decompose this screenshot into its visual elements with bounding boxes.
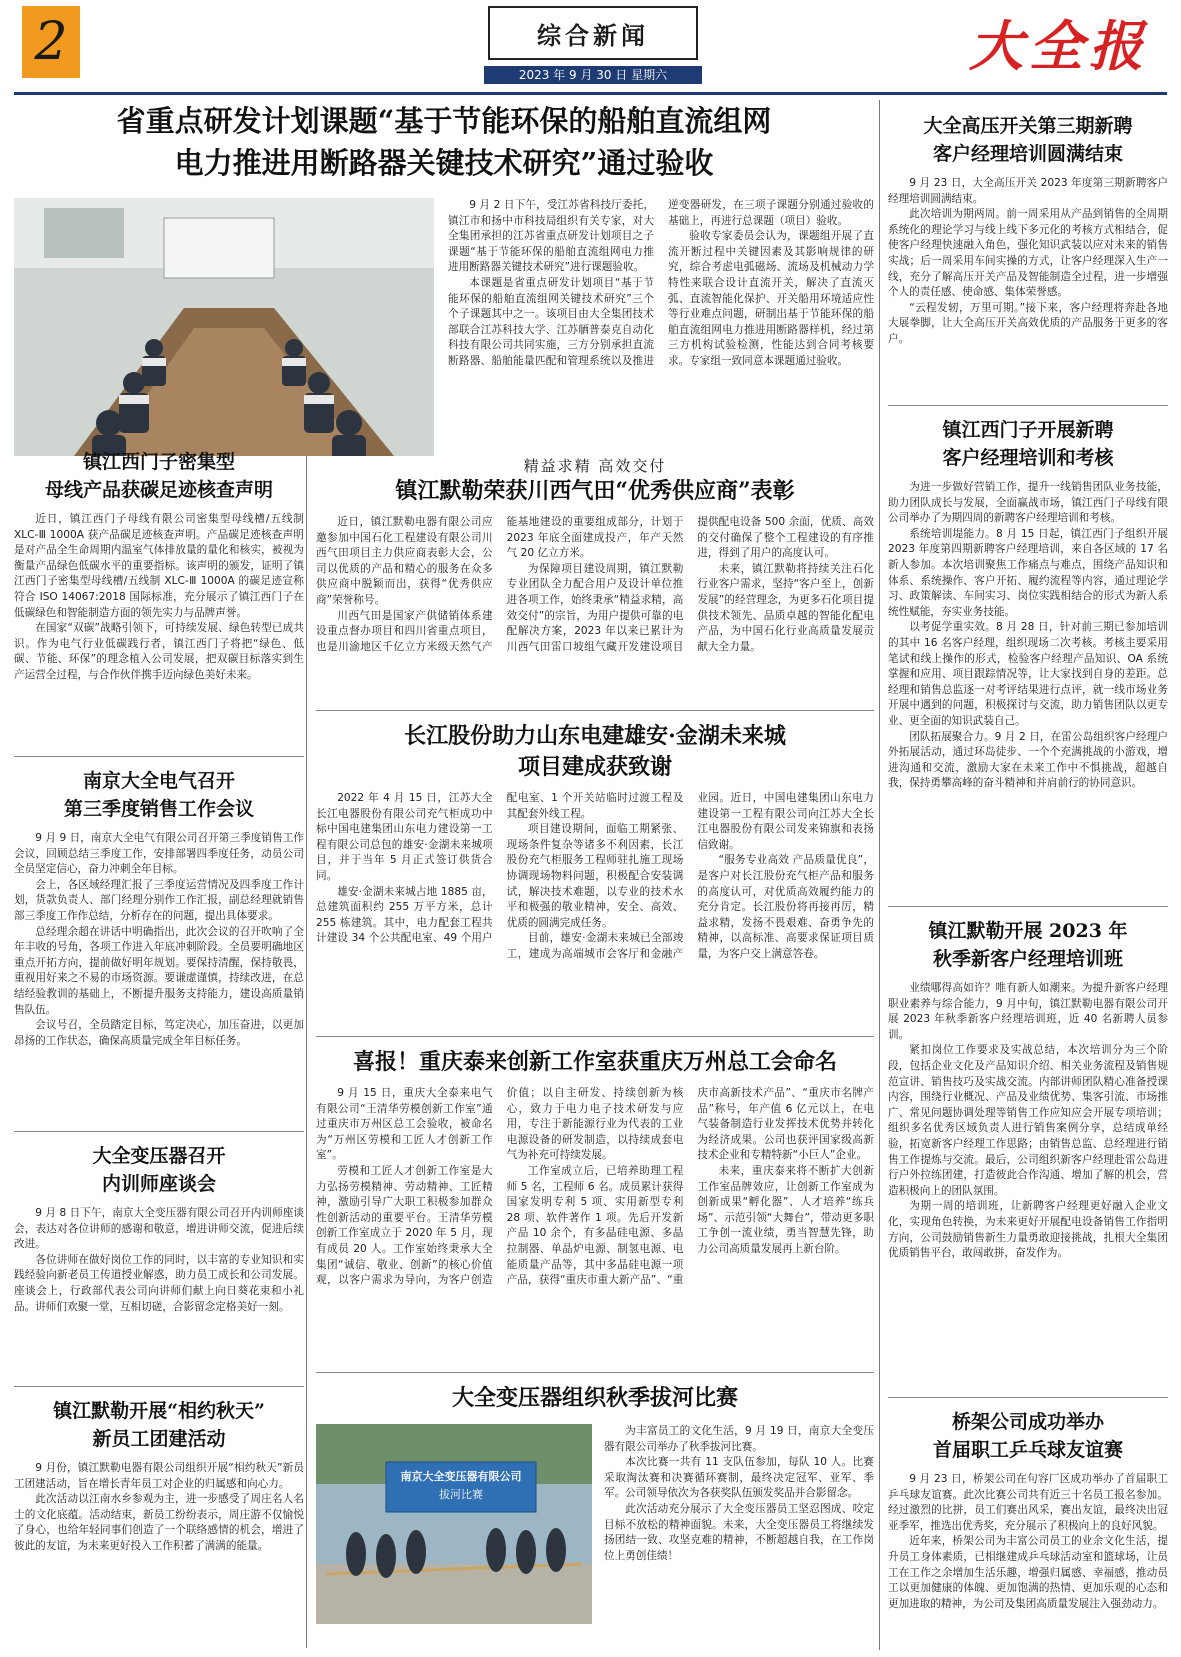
paragraph: 工作室成立后，已培养助理工程师 5 名，工程师 6 名。成员累计获得国家发明专利 5 项、实用新型专利 28 项、软件著作 1 项。先后开发新产品 10 余个，有多晶硅电源、多晶拉制器、单晶炉电源、制氢电源、电能质量产品等，其中多晶硅电源一项产品，获得“重庆市重大新产品”、“重庆市高新技术产品”、“重庆市名牌产品”称号，年产值 6 亿元以上，在电气装备制造行业发挥技术优势并转化为经济成果。公司也获评国家级高新技术企业和专精特新“小巨人”企业。 — [506, 1087, 874, 1287]
meeting-room-illustration — [14, 198, 434, 456]
article-kicker: 精益求精 高效交付 — [523, 457, 667, 475]
banner-subtext: 拔河比赛 — [439, 1488, 483, 1501]
article-title: 南京大全电气召开 — [82, 770, 235, 792]
paragraph: 雄安·金湖未来城占地 1885 亩，总建筑面积约 255 万平方米，总计 255 栋建筑。其中，电力配套工程共计建设 34 个公共配电室、49 个用户配电室、1 个开关站临时过渡工程及其配套外线工程。 — [316, 792, 684, 945]
paragraph: 为期一周的培训班，让新聘客户经理更好融入企业文化，实现角色转换，为未来更好开展配电设备销售工作指明方向，公司鼓励销售新生力量勇敢迎接挑战，扎根大全集团优质销售平台，敢闯敢拼，奋发作为。 — [888, 1200, 1168, 1260]
article-title: 秋季新客户经理培训班 — [932, 948, 1123, 970]
divider — [316, 1036, 874, 1037]
paragraph: 系统培训堤能力。8 月 15 日起，镇江西门子组织开展 2023 年度第四期新聘客户经理培训，来自各区域的 17 名新人参加。本次培训聚焦工作痛点与难点，围绕产品知识和体系、系统操作、客户开拓、履约流程等内容，通过理论学习、政策解读、车间实习、岗位实践相结合的形式为新人系统性赋能，夯实业务技能。 — [888, 527, 1168, 618]
column-divider — [306, 448, 307, 1648]
article-chongqing-innovation-studio — [316, 1047, 874, 1362]
lead-headline-line1: 省重点研发计划课题“基于节能环保的船舶直流组网 — [116, 104, 772, 138]
paragraph: 业绩哪得高如许？唯有新人如潮来。为提升新客户经理职业素养与综合能力，9 月中旬，镇江默勒电器有限公司开展 2023 年秋季新客户经理培训班，近 40 名新聘人员参训。 — [888, 982, 1168, 1041]
paragraph: 近日，镇江西门子母线有限公司密集型母线槽/五线制 XLC-Ⅲ 1000A 获产品碳足迹核查声明。产品碳足迹核查声明是对产品全生命周期内温室气体排放量的量化和核实，被视为衡量产品绿色低碳水平的重要指标。该声明的颁发，证明了镇江西门子密集型母线槽/五线制 XLC-Ⅲ 1000A 的碳足迹宣称符合 ISO 14067:2018 国际标准，充分展示了镇江西门子在低碳绿色和智能制造方面的领先实力与品牌声誉。 — [14, 513, 304, 619]
lead-article — [14, 100, 874, 456]
paragraph: 以考促学重实效。8 月 28 日，针对前三期已参加培训的其中 16 名客户经理，组织现场二次考核。考核主要采用笔试和线上操作的形式，检验客户经理产品知识、OA 系统掌握和应用、项目跟踪情况等，让大家找到自身的差距。总经理和销售总监逐一对考评结果进行点评，就一线市场业务开展中遇到的问题，积极探讨与交流，助力销售团队以更专业、更全面的知识武装自己。 — [888, 621, 1168, 727]
paragraph: 劳模和工匠人才创新工作室是大力弘扬劳模精神、劳动精神、工匠精神，激励引导广大职工积极参加群众性创新活动的重要平台。王清华劳模创新工作室成立于 2020 年 5 月，现有成员 20 人。工作室始终秉承大全集团“诚信、敬业、创新”的核心价值观，以客户需求为导向，为客户创造价值；以自主研发、持续创新为核心，致力于电力电子技术研发与应用，专注于新能源行业为代表的工业电源设备的研发制造，以持续成套电气为补充可持续发展。 — [316, 1087, 684, 1287]
paragraph: 川西气田是国家产供储销体系建设重点督办项目和四川省重点项目，也是川渝地区千亿立方米级天然气产能基地建设的重要组成部分，计划于 2023 年底全面建成投产，年产天然气 20 亿立方米。 — [316, 516, 684, 653]
article-title: 新员工团建活动 — [92, 1428, 226, 1450]
article-title: 桥架公司成功举办 — [951, 1411, 1104, 1433]
paragraph: 团队拓展聚合力。9 月 2 日，在雷公岛组织客户经理户外拓展活动，通过环岛徒步、一个个充满挑战的小游戏，增进沟通和交流，激励大家在未来工作中不惧挑战，超越自我，保持勇攀高峰的奋斗精神和并肩前行的协同意识。 — [888, 730, 1168, 790]
paragraph: 近年来，桥架公司为丰富公司员工的业余文化生活，提升员工身体素质，已相继建成乒乓球活动室和篮球场，让员工在工作之余增加生活乐趣，增强归属感、幸福感，推动员工以更加健康的体魄、更加饱满的热情、更加乐观的心态和更加进取的精神，为公司及集团高质量发展注入强劲动力。 — [888, 1535, 1168, 1610]
paragraph: 总经理余超在讲话中明确指出，此次会议的召开吹响了全年丰收的号角，各项工作进入年底冲刺阶段。全员要明确地区重点开拓方向，提前做好明年规划。要保持清醒，保持敬畏，重视用好来之不易的市场资源。要谦虚谨慎，持续改进，在总结经验教训的基础上，不断提升服务支持能力，建设高质量销售队伍。 — [14, 925, 304, 1016]
article-table-tennis — [888, 1408, 1168, 1648]
masthead-rule — [14, 92, 1167, 95]
issue-date: 2023 年 9 月 30 日 星期六 — [484, 66, 702, 84]
lead-headline-line2: 电力推进用断路器关键技术研究”通过验收 — [174, 146, 714, 180]
divider — [316, 1372, 874, 1373]
article-title: 镇江默勒荣获川西气田“优秀供应商”表彰 — [395, 478, 795, 504]
article-title: 内训师座谈会 — [101, 1173, 216, 1195]
article-moeller-supplier-award — [316, 455, 874, 700]
paragraph: 未来，重庆泰来将不断扩大创新工作室品牌效应，让创新工作室成为创新成果“孵化器”、人才培养“练兵场”、示范引领“大舞台”，带动更多职工争创一流业绩，勇当智慧先锋，助力公司高质量发展再上新台阶。 — [697, 1164, 874, 1255]
article-title: 喜报！重庆泰来创新工作室获重庆万州总工会命名 — [352, 1049, 837, 1075]
paragraph: 紧扣岗位工作要求及实战总结，本次培训分为三个阶段，包括企业文化及产品知识介绍、相关业务流程及销售规范宣讲、销售技巧及实战交流。内部讲师团队精心准备授课内容，围绕行业概况、产品及业绩优势、集客引流、市场推广、常见问题协调处理等销售工作应知应会开展专项培训；组织多名优秀区域负责人进行销售案例分享，总结成单经验，拓宽新客户经理工作思路；由销售总监、总经理进行销售工作提炼与交流。最后，公司组织新客户经理赴雷公岛进行户外拉练团建，打造彼此合作沟通、增加了解的机会，营造积极向上的团队氛围。 — [888, 1044, 1168, 1197]
paragraph: 近日，镇江默勒电器有限公司应邀参加中国石化工程建设有限公司川西气田项目主力供应商表彰大会，公司以优质的产品和精心的服务在众多供应商中脱颖而出，获得“优秀供应商”荣誉称号。 — [316, 516, 493, 606]
paragraph: 9 月 23 日，大全高压开关 2023 年度第三期新聘客户经理培训圆满结束。 — [888, 177, 1168, 205]
column-divider — [879, 100, 880, 1650]
article-title: 客户经理培训圆满结束 — [932, 143, 1123, 165]
article-title: 母线产品获碳足迹核查声明 — [44, 479, 273, 501]
paragraph: 9 月 23 日，桥架公司在句容厂区成功举办了首届职工乒乓球友谊赛。此次比赛公司共有近三十名员工报名参加。经过激烈的比拼，员工们赛出风采，赛出友谊，最终决出冠亚季军，推选出优秀奖，充分展示了积极向上的良好风貌。 — [888, 1473, 1168, 1532]
paragraph: 各位讲师在做好岗位工作的同时，以丰富的专业知识和实践经验向新老员工传道授业解惑，助力员工成长和公司发展。座谈会上，行政部代表公司向讲师们献上向日葵花束和小礼品。讲师们欢聚一堂，互相切磋，合影留念定格美好一刻。 — [14, 1253, 304, 1313]
divider — [14, 756, 304, 757]
paragraph: 此次活动充分展示了大全变压器员工坚忍图成、咬定目标不放松的精神面貌。未来，大全变压器员工将继续发扬团结一致、攻坚克难的精神，不断超越自我，在工作岗位上勇创佳绩！ — [604, 1502, 874, 1562]
article-hv-switch-training — [888, 100, 1168, 395]
article-title: 大全高压开关第三期新聘 — [923, 115, 1133, 137]
paragraph: “服务专业高效 产品质量优良”，是客户对长江股份充气柜产品和服务的高度认可，对优质高效履约能力的充分肯定。长江股份将再接再厉，精益求精，发扬不畏艰难、奋勇争先的精神，以高标准、高要求保证项目质量，为客户交上满意答卷。 — [697, 854, 874, 960]
lead-meeting-photo — [14, 198, 434, 456]
article-title: 客户经理培训和考核 — [942, 447, 1114, 469]
article-trainer-symposium — [14, 1142, 304, 1376]
paragraph: 2022 年 4 月 15 日，江苏大全长江电器股份有限公司充气柜成功中标中国电建集团山东电力建设第一工程有限公司总包的雄安·金湖未来城项目，并于当年 5 月正式签订供货合同。 — [316, 792, 493, 882]
paragraph: 项目建设期间，面临工期紧张、现场条件复杂等诸多不利因素，长江股份充气柜服务工程师驻扎施工现场协调现场物料问题，积极配合安装调试，解决技术难题，以专业的技术水平和极强的敬业精神，安全、高效、优质的圆满完成任务。 — [506, 823, 684, 929]
paragraph: 9 月 15 日，重庆大全泰来电气有限公司“王清华劳模创新工作室”通过重庆市万州区总工会验收，被命名为“万州区劳模和工匠人才创新工作室”。 — [316, 1087, 493, 1162]
paragraph: 9 月份，镇江默勒电器有限公司组织开展“相约秋天”新员工团建活动，旨在增长青年员工对企业的归属感和向心力。 — [14, 1462, 304, 1490]
divider — [888, 906, 1168, 907]
paragraph: 9 月 2 日下午，受江苏省科技厅委托，镇江市和扬中市科技局组织有关专家，对大全集团承担的江苏省重点研发计划项目之子课题“基于节能环保的船舶直流组网电力推进用断路器关键技术研究”进行课题验收。 — [448, 199, 654, 274]
article-tug-of-war — [316, 1383, 874, 1643]
article-moeller-autumn-training — [888, 917, 1168, 1387]
divider — [14, 1386, 304, 1387]
lead-article-body — [448, 198, 874, 456]
right-column — [888, 100, 1168, 1648]
article-title: 首届职工乒乓球友谊赛 — [932, 1439, 1123, 1461]
divider — [888, 405, 1168, 406]
article-title: 镇江西门子密集型 — [82, 451, 235, 473]
paragraph: 未来，镇江默勒将持续关注石化行业客户需求，坚持“客户至上，创新发展”的经营理念，为更多石化项目提供技术领先、品质卓越的智能化配电产品，为中国石化行业高质量发展贡献大全力量。 — [697, 562, 874, 653]
article-title: 长江股份助力山东电建雄安·金湖未来城 — [404, 723, 786, 749]
paragraph: 9 月 9 日，南京大全电气有限公司召开第三季度销售工作会议，回顾总结三季度工作，安排部署四季度任务，动员公司全员坚定信心，奋力冲刺全年目标。 — [14, 832, 304, 876]
newspaper-logo: 大全报 — [969, 14, 1149, 78]
banner-text: 南京大全变压器有限公司 — [400, 1470, 522, 1483]
divider — [316, 710, 874, 711]
article-title: 镇江默勒开展 2023 年 — [928, 920, 1128, 942]
article-siemens-account-manager-training — [888, 416, 1168, 896]
left-column — [14, 448, 304, 1617]
paragraph: 为保障项目建设周期，镇江默勒专业团队全力配合用户及设计单位推进各项工作，始终秉承“精益求精，高效交付”的宗旨，为用户提供可靠的电配解决方案，2023 年以来已累计为川西气田雷口坡组气藏开发建设项目提供配电设备 500 余面，优质、高效的交付确保了整个工程建设的有序推进，得到了用户的高度认可。 — [506, 516, 874, 653]
article-title: 大全变压器召开 — [92, 1145, 226, 1167]
middle-column — [316, 455, 874, 1643]
paragraph: “云程发轫，万里可期。”接下来，客户经理将奔赴各地大展拳脚，让大全高压开关高效优质的产品服务于更多的客户。 — [888, 301, 1168, 345]
paragraph: 会议号召，全员踏定目标，笃定决心，加压奋进，以更加昂扬的工作状态，确保高质量完成全年目标任务。 — [14, 1019, 304, 1047]
article-title: 大全变压器组织秋季拔河比赛 — [451, 1385, 738, 1411]
paragraph: 为进一步做好营销工作，提升一线销售团队业务技能，助力团队成长与发展，全面赢战市场，镇江西门子母线有限公司举办了为期四周的新聘客户经理培训和考核。 — [888, 481, 1168, 525]
article-title: 第三季度销售工作会议 — [63, 798, 254, 820]
article-siemens-carbon — [14, 448, 304, 746]
paragraph: 本课题是省重点研发计划项目“基于节能环保的船舶直流组网关键技术研究”三个个子课题其中之一。该项目由大全集团技术部联合江苏科技大学、江苏舾普泰克自动化科技有限公司共同实施，三方分别承担直流断路器、船舶能量匹配和管理系统以及推进逆变器研发，在三项子课题分别通过验收的基础上，再进行总课题（项目）验收。 — [448, 199, 874, 367]
tug-of-war-photo — [316, 1424, 592, 1624]
paragraph: 为丰富员工的文化生活，9 月 19 日，南京大全变压器有限公司举办了秋季拔河比赛。 — [604, 1425, 874, 1453]
masthead — [0, 0, 1181, 95]
page-number: 2 — [22, 6, 80, 78]
paragraph: 9 月 8 日下午，南京大全变压器有限公司召开内训师座谈会，表达对各位讲师的感谢和敬意，增进讲师交流，促进后续改进。 — [14, 1207, 304, 1251]
section-title: 综合新闻 — [488, 6, 698, 60]
paragraph: 会上，各区域经理汇报了三季度运营情况及四季度工作计划，货款负责人、部门经理分别作工作汇报，副总经理就销售部三季度工作作总结，分析存在的问题，提出具体要求。 — [14, 878, 304, 922]
paragraph: 目前，雄安·金湖未来城已全部竣工，建成为高端城市会客厅和金融产业园。近日，中国电建集团山东电力建设第一工程有限公司向江苏大全长江电器股份有限公司发来锦旗和表扬信致谢。 — [506, 792, 874, 960]
article-title: 镇江默勒开展“相约秋天” — [53, 1400, 265, 1422]
article-nanjing-sales-meeting — [14, 767, 304, 1121]
paragraph: 本次比赛一共有 11 支队伍参加，每队 10 人。比赛采取淘汰赛和决赛循环赛制，最终决定冠军、亚军、季军。公司领导依次为各获奖队伍颁发奖品并合影留念。 — [604, 1456, 874, 1500]
divider — [888, 1397, 1168, 1398]
paragraph: 此次培训为期两周。前一周采用从产品到销售的全周期系统化的理论学习与线上线下多元化的考核方式相结合，促使客户经理快速融入角色，强化知识武装以应对未来的销售实战；后一周采用车间实操的方式，让客户经理深入生产一线，充分了解高压开关产品及智能制造全过程，进一步增强个人的责任感、使命感、集体荣誉感。 — [888, 208, 1168, 299]
article-moeller-team-building — [14, 1397, 304, 1617]
paragraph: 此次活动以江南水乡参观为主，进一步感受了周庄名人名士的文化底蕴。活动结束，新员工纷纷表示，周庄游不仅愉悦了身心，也给年轻同事们创造了一个联络感情的机会，增进了彼此的友谊，为未来更好投入工作积蓄了满满的能量。 — [14, 1493, 304, 1552]
tug-of-war-illustration — [316, 1424, 592, 1624]
article-changjiang-xiongan — [316, 721, 874, 1026]
divider — [14, 1131, 304, 1132]
article-title: 项目建成获致谢 — [517, 754, 672, 780]
article-title: 镇江西门子开展新聘 — [942, 419, 1114, 441]
paragraph: 验收专家委员会认为，课题组开展了直流开断过程中关键因素及其影响规律的研究，综合考虑电弧磁场、流场及机械动力学特性来联合设计直流开关，解决了直流灭弧、直流智能化保护、开关船用环境适应性等行业难点问题，研制出基于节能环保的船舶直流组网电力推进用断路器样机，经过第三方机构试验检测，性能达到合同考核要求。专家组一致同意本课题通过验收。 — [668, 230, 874, 367]
paragraph: 在国家“双碳”战略引领下，可持续发展、绿色转型已成共识。作为电气行业低碳践行者，镇江西门子将把“绿色、低碳、节能、环保”的理念植入公司发展，把双碳目标落实到生产运营全过程，与合作伙伴携手迈向绿色美好未来。 — [14, 622, 304, 681]
